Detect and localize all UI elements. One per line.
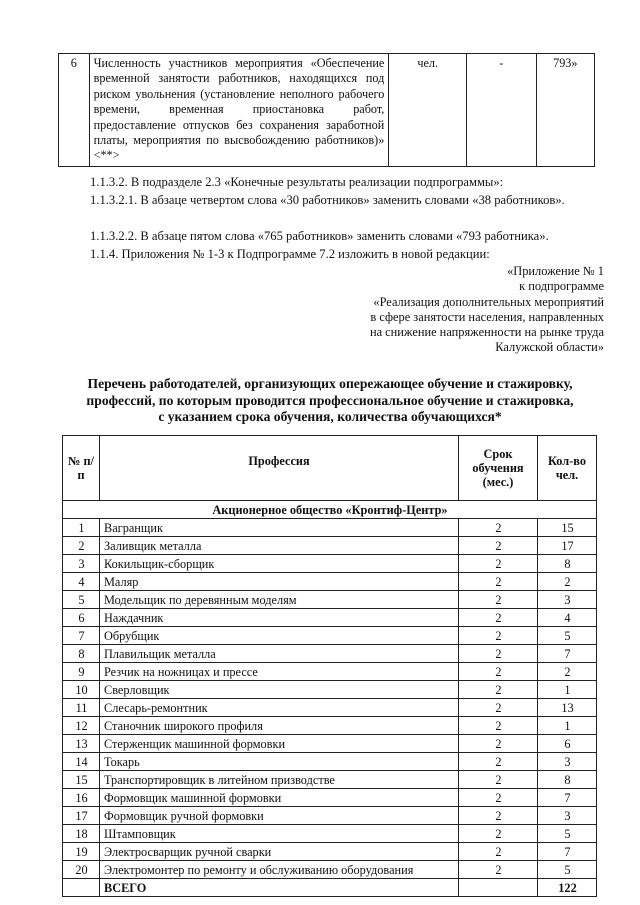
paragraph-2: 1.1.3.2.1. В абзаце четвертом слова «30 работников» заменить словами «38 работников». xyxy=(90,193,565,207)
table-row xyxy=(63,591,597,609)
table-row xyxy=(63,699,597,717)
row-count: 6 xyxy=(538,735,597,753)
row-count: 5 xyxy=(538,861,597,879)
row-profession: Электросварщик ручной сварки xyxy=(100,843,459,861)
organization-name: Акционерное общество «Кронтиф-Центр» xyxy=(63,501,597,519)
total-label: ВСЕГО xyxy=(100,879,459,897)
row-term: 2 xyxy=(459,717,538,735)
appendix-line: в сфере занятости населения, направленных xyxy=(370,309,604,324)
row-term: 2 xyxy=(459,699,538,717)
row-count: 15 xyxy=(538,519,597,537)
appendix-line: Калужской области» xyxy=(495,340,604,355)
row-term: 2 xyxy=(459,789,538,807)
appendix-line: «Реализация дополнительных мероприятий xyxy=(373,294,604,309)
row-count: 5 xyxy=(538,627,597,645)
row-profession: Плавильщик металла xyxy=(100,645,459,663)
header-count: Кол-во чел. xyxy=(538,436,597,501)
row-profession: Модельщик по деревянным моделям xyxy=(100,591,459,609)
row-count: 8 xyxy=(538,555,597,573)
row-profession: Формовщик ручной формовки xyxy=(100,807,459,825)
paragraph-1: 1.1.3.2. В подразделе 2.3 «Конечные результаты реализации подпрограммы»: xyxy=(90,175,504,189)
total-row xyxy=(63,879,597,897)
row-count: 1 xyxy=(538,681,597,699)
row-profession: Обрубщик xyxy=(100,627,459,645)
row-profession: Электромонтер по ремонту и обслуживанию оборудования xyxy=(100,861,459,879)
table-row xyxy=(63,645,597,663)
row-count: 3 xyxy=(538,807,597,825)
row-term: 2 xyxy=(459,753,538,771)
row-term: 2 xyxy=(459,609,538,627)
row-count: 7 xyxy=(538,789,597,807)
row-profession: Формовщик машинной формовки xyxy=(100,789,459,807)
organization-row xyxy=(63,501,597,519)
table-row xyxy=(63,717,597,735)
row-term: 2 xyxy=(459,573,538,591)
table-row xyxy=(63,825,597,843)
row-count: 3 xyxy=(538,753,597,771)
row-profession: Сверловщик xyxy=(100,681,459,699)
row-term: 2 xyxy=(459,591,538,609)
header-num: № п/п xyxy=(63,436,100,501)
table-row xyxy=(63,519,597,537)
table-header-row xyxy=(63,436,597,501)
indicator-unit: чел. xyxy=(389,54,467,167)
row-term: 2 xyxy=(459,555,538,573)
row-term: 2 xyxy=(459,771,538,789)
table-row xyxy=(63,735,597,753)
row-term: 2 xyxy=(459,843,538,861)
row-count: 3 xyxy=(538,591,597,609)
indicator-description: Численность участников мероприятия «Обеспечение временной занятости работников, находящихся под риском увольнения (установление неполного рабочего времени, временная приостановка работ, предоставление отпусков без сохранения заработной платы, мероприятия по высвобождению работников)» <**> xyxy=(89,54,389,167)
appendix-header xyxy=(324,264,604,356)
row-profession: Штамповщик xyxy=(100,825,459,843)
row-profession: Станочник широкого профиля xyxy=(100,717,459,735)
title-line: с указанием срока обучения, количества обучающихся* xyxy=(158,409,502,424)
row-profession: Транспортировщик в литейном призводстве xyxy=(100,771,459,789)
row-profession: Слесарь-ремонтник xyxy=(100,699,459,717)
indicator-num: 6 xyxy=(59,54,90,167)
total-empty-num xyxy=(63,879,100,897)
table-row xyxy=(63,843,597,861)
row-num: 7 xyxy=(63,627,100,645)
row-count: 1 xyxy=(538,717,597,735)
indicator-row xyxy=(59,54,595,167)
row-num: 18 xyxy=(63,825,100,843)
table-row xyxy=(63,789,597,807)
table-row xyxy=(63,771,597,789)
row-num: 9 xyxy=(63,663,100,681)
row-num: 3 xyxy=(63,555,100,573)
row-profession: Стерженщик машинной формовки xyxy=(100,735,459,753)
indicator-value: 793» xyxy=(536,54,594,167)
row-num: 5 xyxy=(63,591,100,609)
row-profession: Заливщик металла xyxy=(100,537,459,555)
row-term: 2 xyxy=(459,519,538,537)
profession-table xyxy=(62,435,597,897)
row-count: 17 xyxy=(538,537,597,555)
total-value: 122 xyxy=(538,879,597,897)
row-count: 13 xyxy=(538,699,597,717)
row-profession: Вагранщик xyxy=(100,519,459,537)
indicator-dash: - xyxy=(467,54,537,167)
row-term: 2 xyxy=(459,663,538,681)
row-num: 20 xyxy=(63,861,100,879)
title-line: профессий, по которым проводится профессиональное обучение и стажировка, xyxy=(86,392,574,408)
row-term: 2 xyxy=(459,807,538,825)
row-num: 15 xyxy=(63,771,100,789)
table-row xyxy=(63,555,597,573)
row-count: 7 xyxy=(538,645,597,663)
row-num: 13 xyxy=(63,735,100,753)
row-count: 2 xyxy=(538,573,597,591)
row-num: 16 xyxy=(63,789,100,807)
paragraph-4: 1.1.4. Приложения № 1-3 к Подпрограмме 7.2 изложить в новой редакции: xyxy=(90,247,490,261)
row-term: 2 xyxy=(459,645,538,663)
row-profession: Токарь xyxy=(100,753,459,771)
document-title xyxy=(60,376,600,426)
row-num: 2 xyxy=(63,537,100,555)
row-num: 4 xyxy=(63,573,100,591)
table-row xyxy=(63,681,597,699)
appendix-line: на снижение напряженности на рынке труда xyxy=(369,325,604,340)
row-count: 8 xyxy=(538,771,597,789)
table-row xyxy=(63,537,597,555)
indicator-table xyxy=(58,53,595,167)
total-empty-term xyxy=(459,879,538,897)
row-term: 2 xyxy=(459,681,538,699)
table-row xyxy=(63,861,597,879)
row-term: 2 xyxy=(459,627,538,645)
row-profession: Кокильщик-сборщик xyxy=(100,555,459,573)
table-row xyxy=(63,807,597,825)
table-row xyxy=(63,753,597,771)
row-term: 2 xyxy=(459,537,538,555)
table-row xyxy=(63,609,597,627)
table-row xyxy=(63,663,597,681)
row-profession: Маляр xyxy=(100,573,459,591)
paragraph-3: 1.1.3.2.2. В абзаце пятом слова «765 работников» заменить словами «793 работника». xyxy=(90,229,549,243)
row-num: 10 xyxy=(63,681,100,699)
row-num: 11 xyxy=(63,699,100,717)
header-profession: Профессия xyxy=(100,436,459,501)
row-num: 1 xyxy=(63,519,100,537)
title-line: Перечень работодателей, организующих опережающее обучение и стажировку, xyxy=(87,376,573,391)
header-term: Срок обучения (мес.) xyxy=(459,436,538,501)
appendix-line: «Приложение № 1 xyxy=(507,264,604,278)
row-count: 4 xyxy=(538,609,597,627)
row-profession: Резчик на ножницах и прессе xyxy=(100,663,459,681)
row-count: 5 xyxy=(538,825,597,843)
row-term: 2 xyxy=(459,735,538,753)
table-row xyxy=(63,573,597,591)
row-count: 7 xyxy=(538,843,597,861)
appendix-line: к подпрограмме xyxy=(519,279,604,294)
row-count: 2 xyxy=(538,663,597,681)
row-num: 12 xyxy=(63,717,100,735)
row-num: 17 xyxy=(63,807,100,825)
row-num: 6 xyxy=(63,609,100,627)
row-term: 2 xyxy=(459,825,538,843)
row-term: 2 xyxy=(459,861,538,879)
row-num: 19 xyxy=(63,843,100,861)
row-num: 14 xyxy=(63,753,100,771)
row-num: 8 xyxy=(63,645,100,663)
table-row xyxy=(63,627,597,645)
row-profession: Наждачник xyxy=(100,609,459,627)
